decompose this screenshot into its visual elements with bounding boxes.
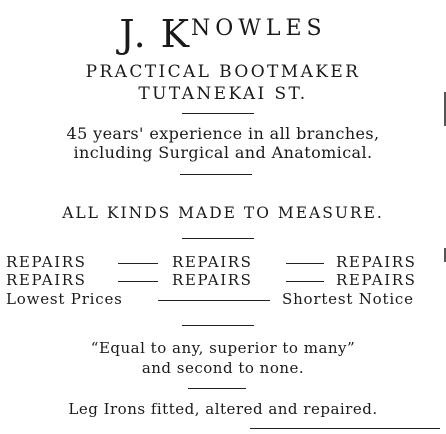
- repairs-text: REPAIRS: [336, 271, 417, 289]
- title-surname: NOWLES: [190, 16, 327, 41]
- dash: [158, 300, 270, 301]
- divider: [188, 388, 246, 389]
- experience-line-2: including Surgical and Anatomical.: [73, 143, 373, 162]
- repairs-text: REPAIRS: [172, 253, 253, 271]
- advert-title: [0, 12, 446, 56]
- title-initial: J.: [119, 12, 148, 56]
- repairs-text: REPAIRS: [6, 271, 87, 289]
- trade-line: PRACTICAL BOOTMAKER: [85, 62, 361, 82]
- dash: [118, 263, 158, 264]
- bottom-rule: [250, 428, 440, 429]
- title-k: K: [160, 12, 191, 56]
- divider: [182, 113, 254, 114]
- dash: [118, 281, 158, 282]
- leg-irons-line: Leg Irons fitted, altered and repaired.: [68, 400, 378, 418]
- divider: [182, 325, 254, 326]
- repairs-text: REPAIRS: [336, 253, 417, 271]
- divider: [180, 174, 252, 175]
- dash: [286, 281, 324, 282]
- repairs-text: REPAIRS: [172, 271, 253, 289]
- quote-line-2: and second to none.: [141, 359, 305, 377]
- lowest-prices-text: Lowest Prices: [6, 290, 123, 308]
- quote-line-1: “Equal to any, superior to many”: [90, 339, 356, 357]
- dash: [286, 263, 324, 264]
- divider: [182, 238, 254, 239]
- address-line: TUTANEKAI ST.: [138, 84, 308, 104]
- shortest-notice-text: Shortest Notice: [282, 290, 414, 308]
- experience-line-1: 45 years' experience in all branches,: [66, 124, 380, 143]
- repairs-text: REPAIRS: [6, 253, 87, 271]
- measure-line: ALL KINDS MADE TO MEASURE.: [62, 204, 384, 222]
